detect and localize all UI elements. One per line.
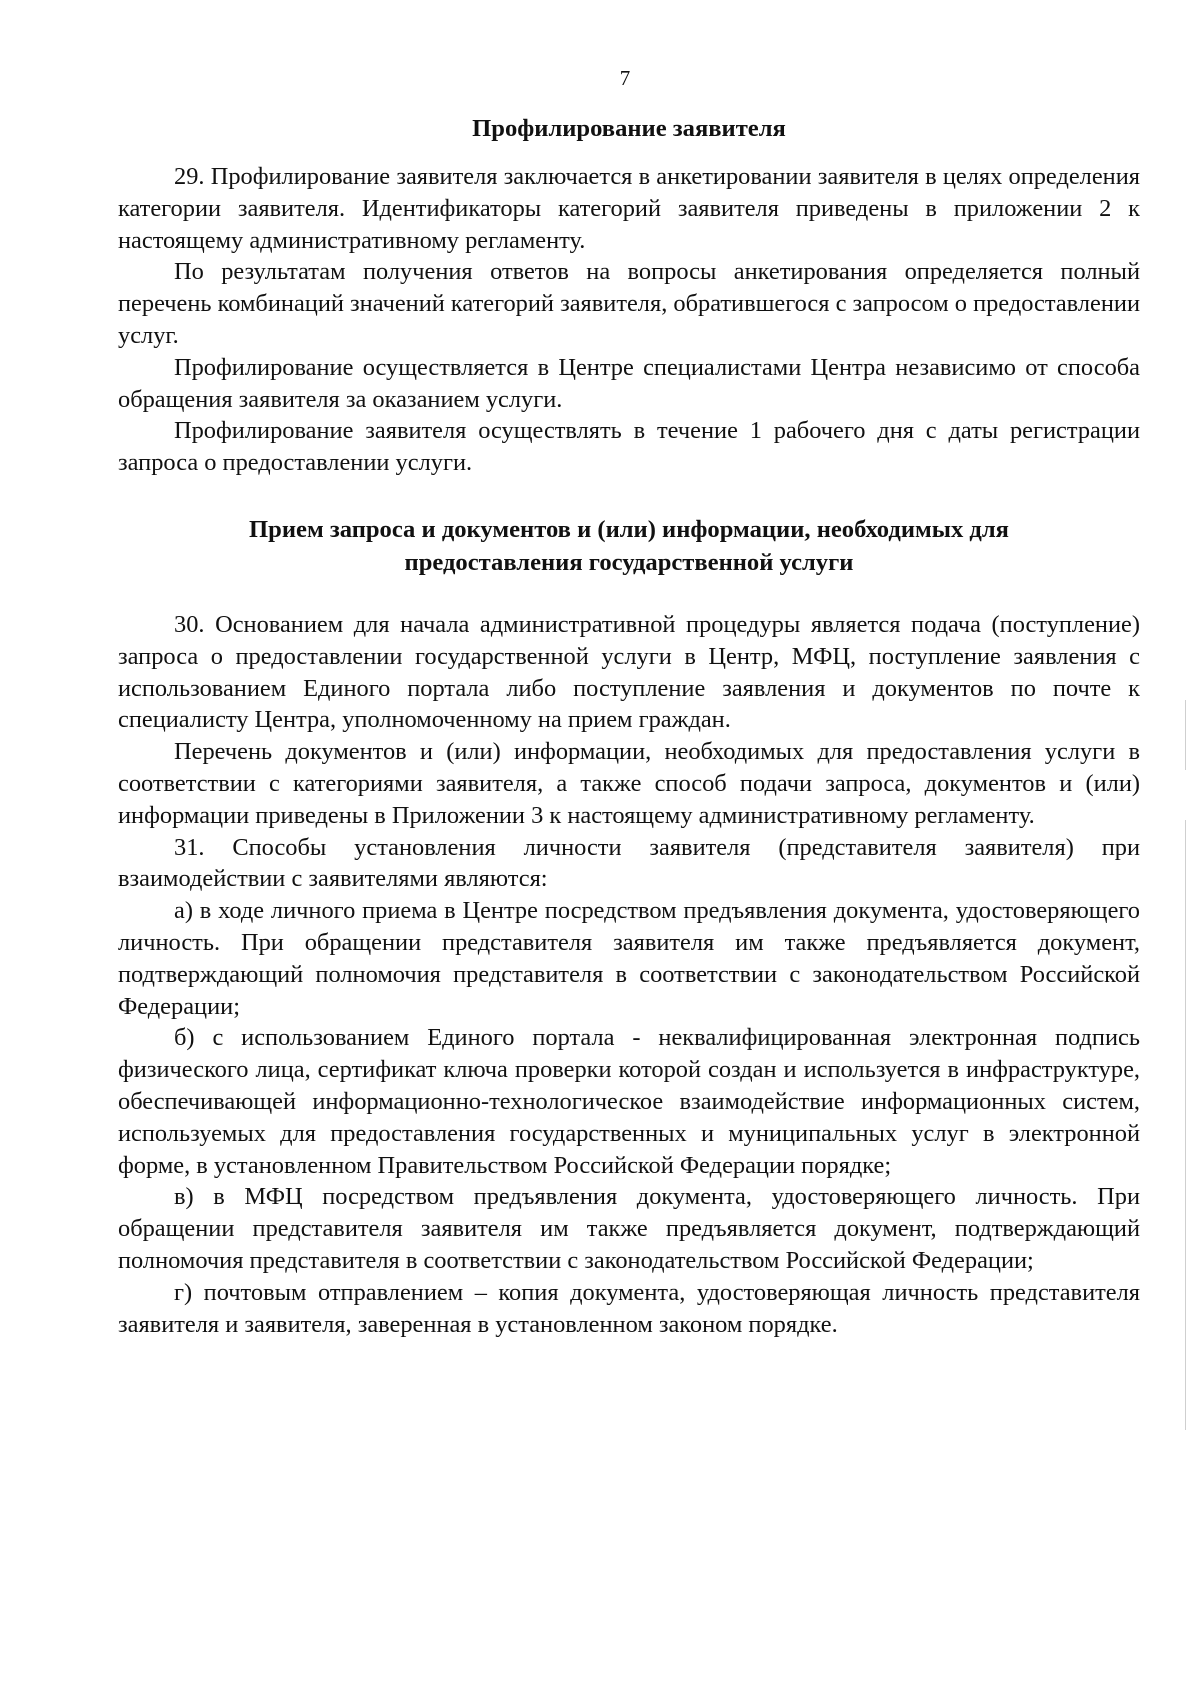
document-body xyxy=(118,112,1140,1340)
list-item-v: в) в МФЦ посредством предъявления документа, удостоверяющего личность. При обращении представителя заявителя им также предъявляется документ, подтверждающий полномочия представителя в соответствии с законодательством Российской Федерации; xyxy=(118,1183,1140,1274)
paragraph-profiling-deadline: Профилирование заявителя осуществлять в течение 1 рабочего дня с даты регистрации запроса о предоставлении услуги. xyxy=(118,417,1140,477)
section-title-line-1: Прием запроса и документов и (или) информации, необходимых для xyxy=(249,515,1009,543)
paragraph-documents-list: Перечень документов и (или) информации, необходимых для предоставления услуги в соответствии с категориями заявителя, а также способ подачи запроса, документов и (или) информации приведены в Приложении 3 к настоящему административному регламенту. xyxy=(118,738,1140,829)
paragraph-profiling-results: По результатам получения ответов на вопросы анкетирования определяется полный перечень комбинаций значений категорий заявителя, обратившегося с запросом о предоставлении услуг. xyxy=(118,258,1140,349)
paragraph-30: 30. Основанием для начала административной процедуры является подача (поступление) запроса о предоставлении государственной услуги в Центр, МФЦ, поступление заявления с использованием Единого портала либо поступление заявления и документов по почте к специалисту Центра, уполномоченному на прием граждан. xyxy=(118,610,1140,734)
section-title-request-intake xyxy=(118,513,1140,579)
section-title-line-2: предоставления государственной услуги xyxy=(404,548,854,576)
page-number: 7 xyxy=(619,66,631,90)
section-title-profiling: Профилирование заявителя xyxy=(472,115,786,142)
paragraph-31: 31. Способы установления личности заявителя (представителя заявителя) при взаимодействии с заявителями являются: xyxy=(118,833,1140,893)
list-item-b: б) с использованием Единого портала - неквалифицированная электронная подпись физического лица, сертификат ключа проверки которой создан и используется в инфраструктуре, обеспечивающей информационно-технологическое взаимодействие информационных систем, используемых для предоставления государственных и муниципальных услуг в электронной форме, в установленном Правительством Российской Федерации порядке; xyxy=(118,1024,1140,1179)
list-item-a: а) в ходе личного приема в Центре посредством предъявления документа, удостоверяющего личность. При обращении представителя заявителя им также предъявляется документ, подтверждающий полномочия представителя в соответствии с законодательством Российской Федерации; xyxy=(118,897,1140,1020)
scan-edge-mark-top xyxy=(1185,700,1186,770)
list-item-g: г) почтовым отправлением – копия документа, удостоверяющая личность представителя заявителя и заявителя, заверенная в установленном законом порядке. xyxy=(118,1278,1140,1338)
paragraph-29: 29. Профилирование заявителя заключается в анкетировании заявителя в целях определения категории заявителя. Идентификаторы категорий заявителя приведены в приложении 2 к настоящему административному регламенту. xyxy=(118,163,1140,254)
paragraph-profiling-center: Профилирование осуществляется в Центре специалистами Центра независимо от способа обращения заявителя за оказанием услуги. xyxy=(118,353,1140,413)
scan-edge-mark-bottom xyxy=(1185,820,1186,1430)
